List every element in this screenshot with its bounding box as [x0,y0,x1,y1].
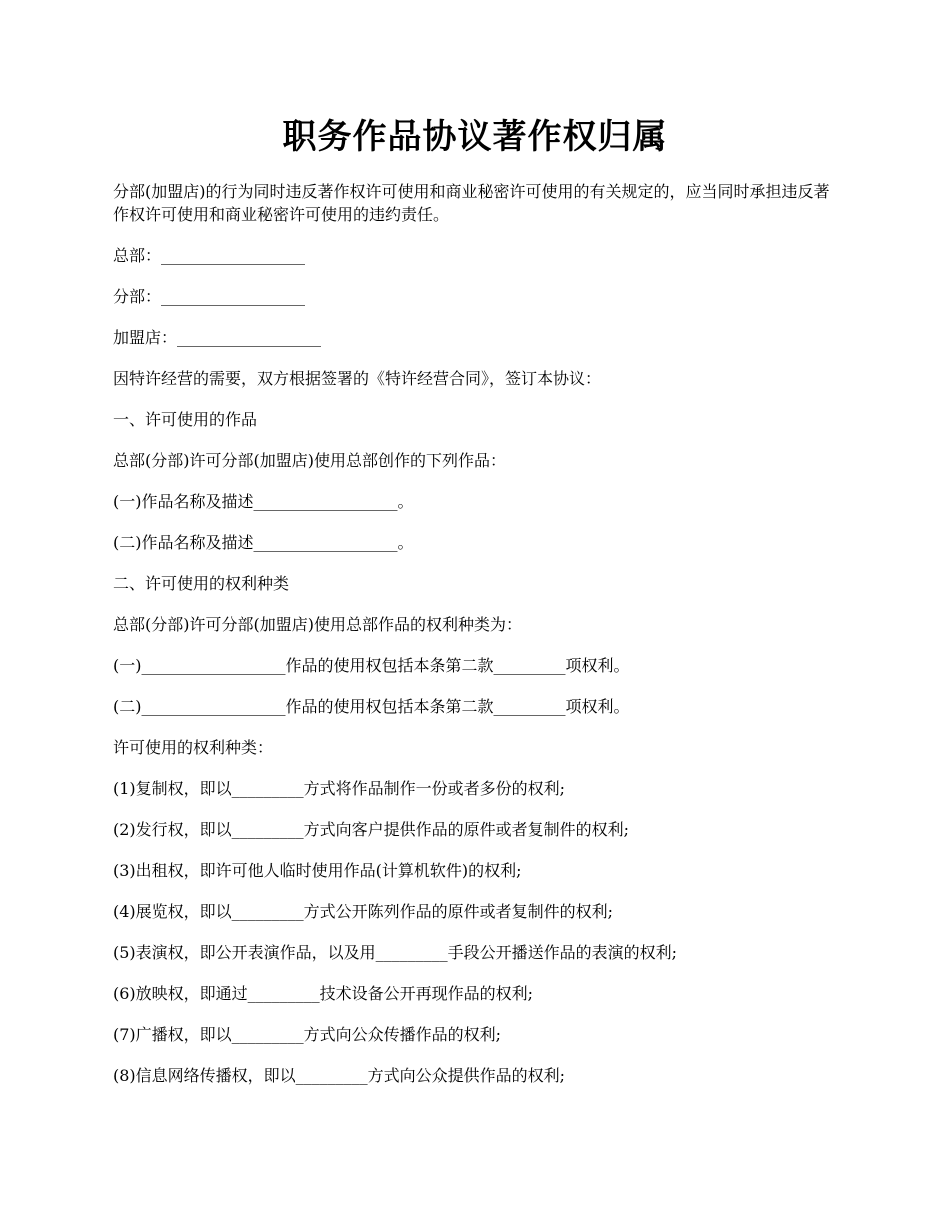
document-title: 职务作品协议著作权归属 [282,117,668,157]
section-heading-2: 二、许可使用的权利种类 [113,574,290,593]
branch-line: 分部：__________________ [113,287,306,306]
preamble-paragraph: 因特许经营的需要，双方根据签署的《特许经营合同》，签订本协议： [113,369,602,388]
franchisee-line: 加盟店：__________________ [113,328,322,347]
intro-paragraph: 分部(加盟店)的行为同时违反著作权许可使用和商业秘密许可使用的有关规定的，应当同时承担违反著作权许可使用和商业秘密许可使用的违约责任。 [113,182,830,224]
rights-types-heading: 许可使用的权利种类： [113,738,274,757]
paragraph: 总部(分部)许可分部(加盟店)使用总部作品的权利种类为： [113,615,522,634]
paragraph: 总部(分部)许可分部(加盟店)使用总部创作的下列作品： [113,451,506,470]
right-network: (8)信息网络传播权，即以_________方式向公众提供作品的权利; [113,1066,566,1085]
right-copy: (1)复制权，即以_________方式将作品制作一份或者多份的权利; [113,779,566,798]
right-performance: (5)表演权，即公开表演作品，以及用_________手段公开播送作品的表演的权利; [113,943,678,962]
right-rental: (3)出租权，即许可他人临时使用作品(计算机软件)的权利; [113,861,522,880]
section-heading-1: 一、许可使用的作品 [113,410,258,429]
right-broadcast: (7)广播权，即以_________方式向公众传播作品的权利; [113,1025,502,1044]
work-item-2: (二)作品名称及描述__________________。 [113,533,414,552]
right-screening: (6)放映权，即通过_________技术设备公开再现作品的权利; [113,984,534,1003]
work-item-1: (一)作品名称及描述__________________。 [113,492,414,511]
headquarters-line: 总部：__________________ [113,246,306,265]
document-body [113,180,837,1106]
rights-item-2: (二)__________________作品的使用权包括本条第二款_________项权利。 [113,697,630,716]
right-distribution: (2)发行权，即以_________方式向客户提供作品的原件或者复制件的权利; [113,820,630,839]
right-exhibition: (4)展览权，即以_________方式公开陈列作品的原件或者复制件的权利; [113,902,614,921]
rights-item-1: (一)__________________作品的使用权包括本条第二款_________项权利。 [113,656,630,675]
